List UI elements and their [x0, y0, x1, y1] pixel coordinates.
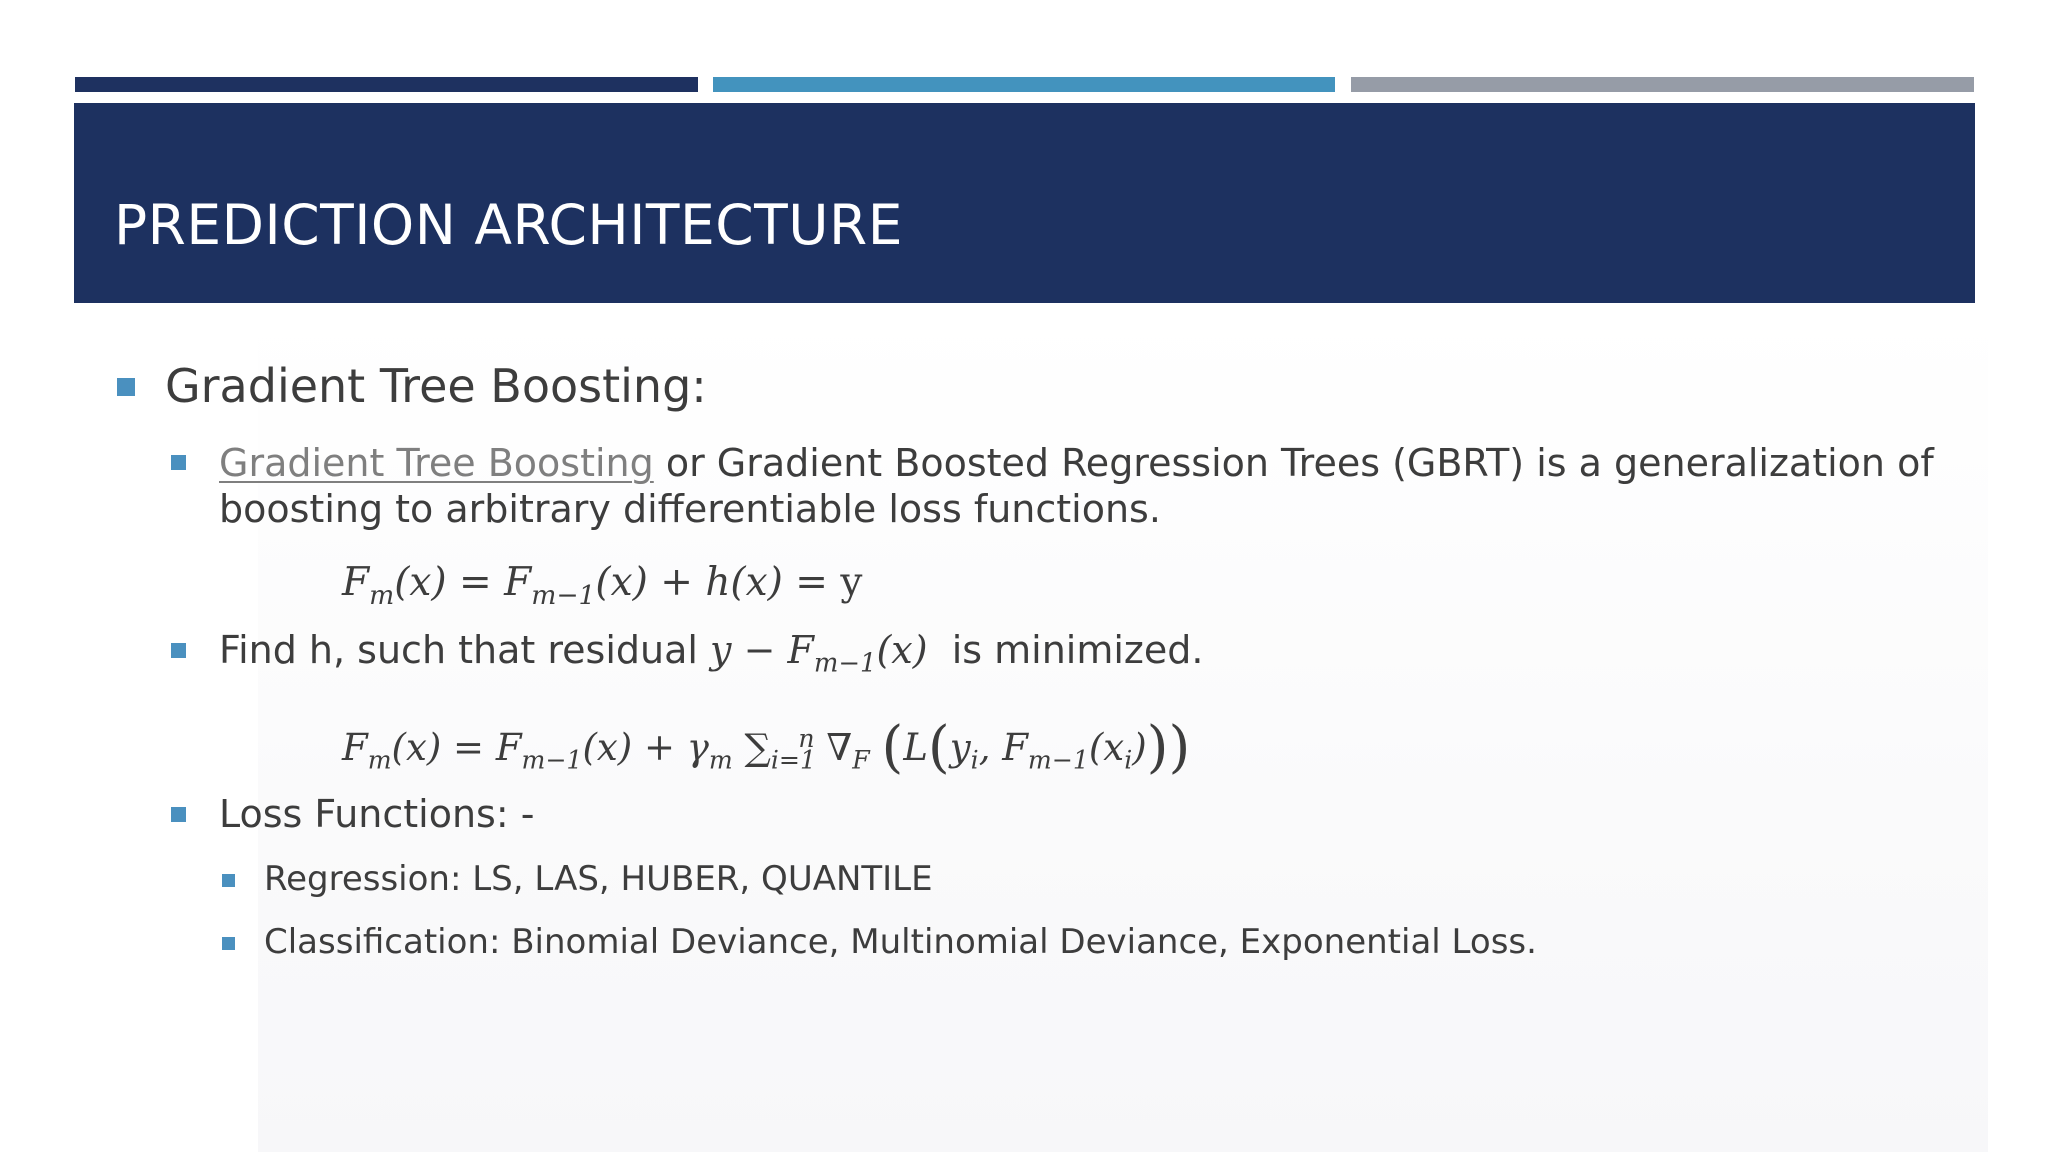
loss-item-classification: Classification: Binomial Deviance, Multinomial Deviance, Exponential Loss.: [264, 922, 1537, 962]
loss-item-regression: Regression: LS, LAS, HUBER, QUANTILE: [264, 859, 933, 899]
bullet-square-icon: [171, 807, 186, 822]
heading-gradient-tree-boosting: Gradient Tree Boosting:: [165, 359, 707, 413]
residual-expression: $y - F_{m-1}(x)$: [710, 628, 928, 679]
gbrt-line-1: [219, 440, 1959, 486]
slide-title: PREDICTION ARCHITECTURE: [114, 193, 903, 257]
bullet-square-icon: [117, 378, 135, 396]
find-h-line: [219, 627, 1204, 679]
bullet-square-icon: [222, 937, 235, 950]
find-h-prefix: Find h, such that residual: [219, 628, 711, 672]
gbrt-line-1-rest: or Gradient Boosted Regression Trees (GBRT) is a generalization of: [653, 441, 1934, 485]
loss-functions-heading: Loss Functions: -: [219, 792, 535, 836]
bullet-square-icon: [171, 643, 186, 658]
accent-bar-navy: [75, 77, 698, 92]
accent-bar-blue: [713, 77, 1335, 92]
accent-bar-gray: [1351, 77, 1974, 92]
bullet-square-icon: [171, 455, 186, 470]
bullet-square-icon: [222, 874, 235, 887]
gbrt-description: [219, 440, 1959, 532]
equation-1: $F_m(x) = F_{m-1}(x) + h(x) = y$: [342, 560, 863, 611]
gradient-tree-boosting-link[interactable]: Gradient Tree Boosting: [219, 441, 654, 485]
find-h-suffix: is minimized.: [927, 628, 1204, 672]
equation-2: $F_m(x) = F_{m-1}(x) + \gamma_m$ $\sum_{i=1}^n$ $\nabla_F$ ($L(y_i$, $F_{m-1}(x_i)$)): [342, 715, 1191, 780]
gbrt-line-2: boosting to arbitrary differentiable loss functions.: [219, 487, 1161, 531]
